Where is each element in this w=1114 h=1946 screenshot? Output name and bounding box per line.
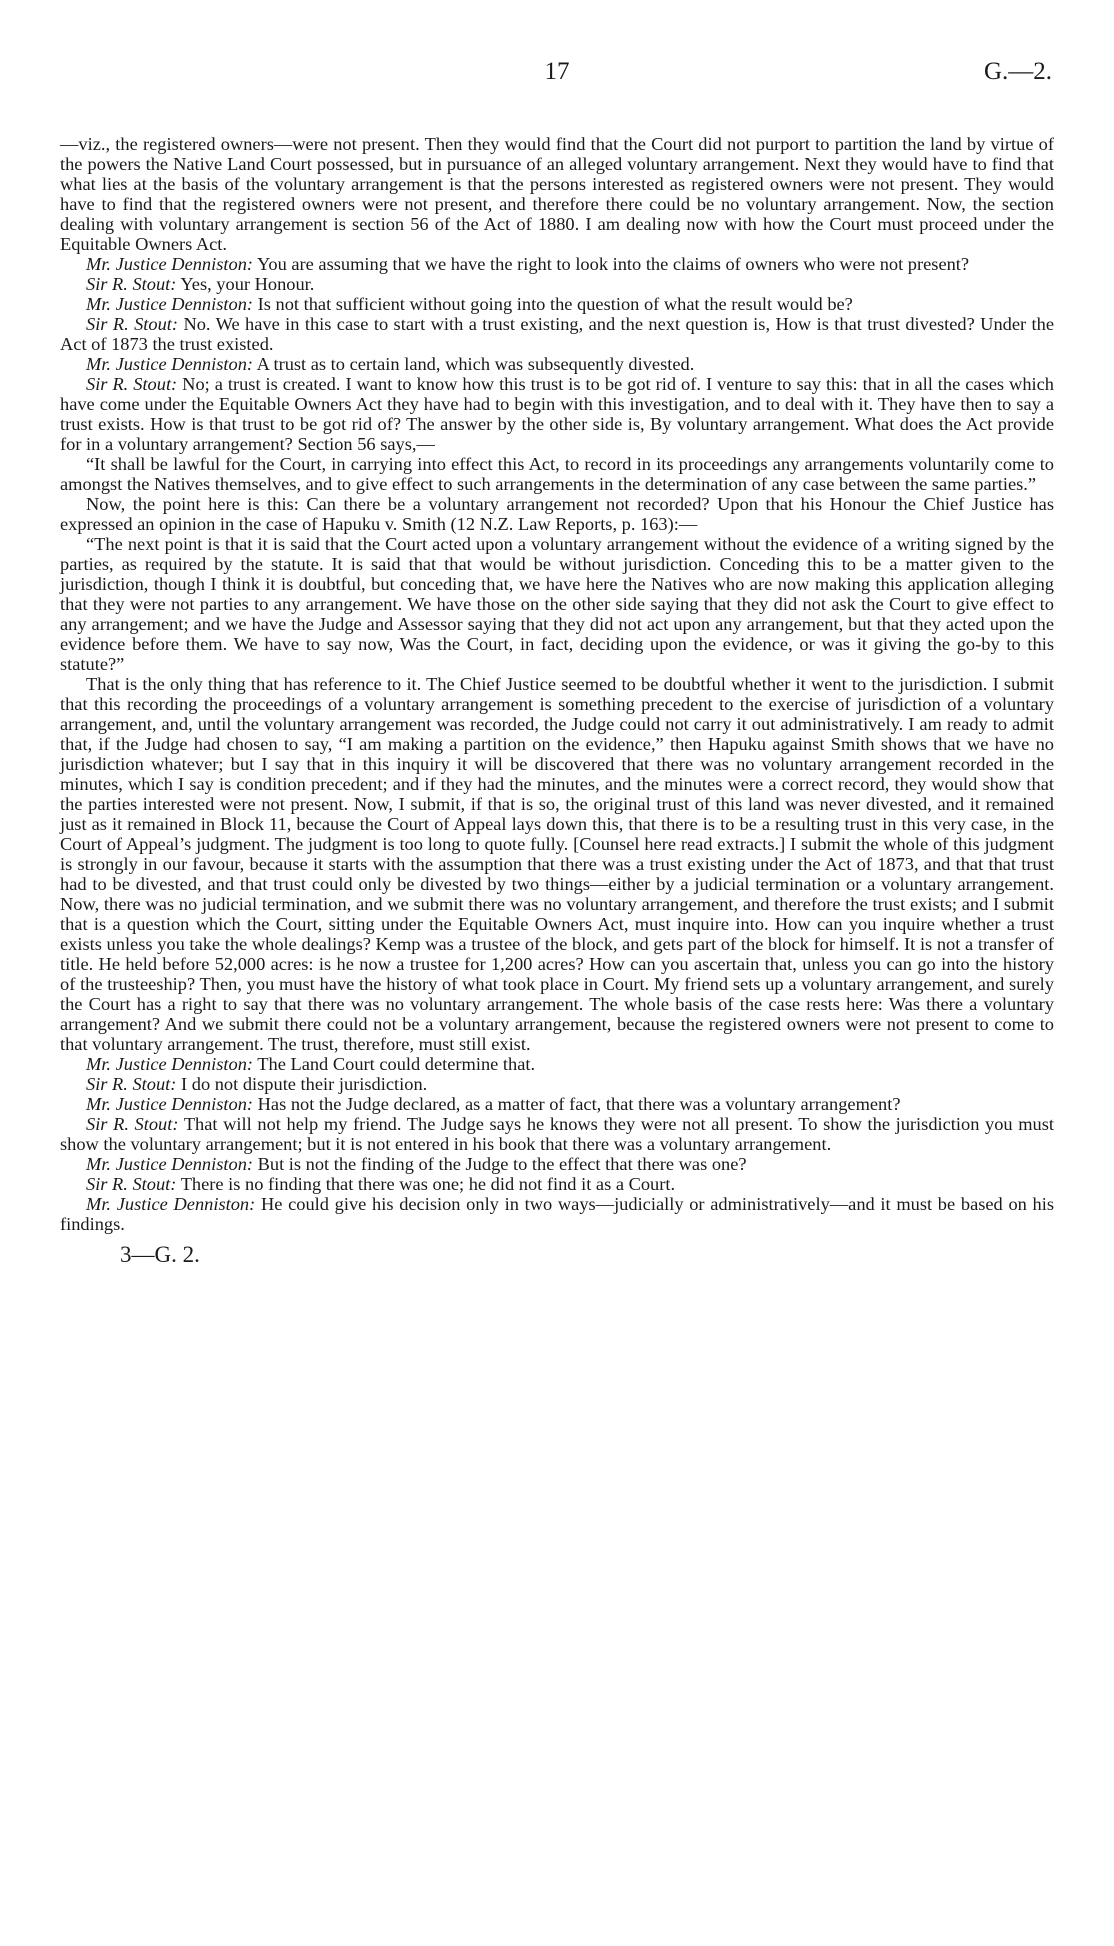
paragraph <box>60 354 1054 374</box>
paragraph <box>60 134 1054 254</box>
paragraph <box>60 1094 1054 1114</box>
paragraph <box>60 254 1054 274</box>
speaker-name: Mr. Justice Denniston: <box>86 1154 254 1174</box>
speaker-name: Sir R. Stout: <box>86 314 179 334</box>
paragraph <box>60 1154 1054 1174</box>
speaker-name: Sir R. Stout: <box>86 1114 179 1134</box>
page-header <box>60 52 1054 92</box>
quoted-paragraph <box>60 534 1054 674</box>
speaker-name: Mr. Justice Denniston: <box>86 1194 256 1214</box>
paragraph <box>60 1074 1054 1094</box>
paragraph-text: No. We have in this case to start with a trust existing, and the next question is, How is that trust divested? Under the Act of 1873 the trust existed. <box>60 314 1054 354</box>
speaker-name: Mr. Justice Denniston: <box>86 1094 254 1114</box>
speaker-name: Sir R. Stout: <box>86 274 177 294</box>
speaker-name: Sir R. Stout: <box>86 374 178 394</box>
paragraph-text: Has not the Judge declared, as a matter of fact, that there was a voluntary arrangement? <box>257 1094 901 1114</box>
paragraph-text: That is the only thing that has reference to it. The Chief Justice seemed to be doubtful whether it went to the jurisdiction. I submit that this recording the proceedings of a voluntary arrangement is something precedent to the exercise of jurisdiction of a voluntary arrangement, and, until the voluntary arrangement was recorded, the Judge could not carry it out administratively. I am ready to admit that, if the Judge had chosen to say, “I am making a partition on the evidence,” then Hapuku against Smith shows that we have no jurisdiction whatever; but I say that in this inquiry it will be discovered that there was no voluntary arrangement recorded in the minutes, which I say is condition precedent; and if they had the minutes, and the minutes were a correct record, they would show that the parties interested were not present. Now, I submit, if that is so, the original trust of this land was never divested, and it remained just as it remained in Block 11, because the Court of Appeal lays down this, that there is to be a resulting trust in this very case, in the Court of Appeal’s judgment. The judgment is too long to quote fully. [Counsel here read extracts.] I submit the whole of this judgment is strongly in our favour, because it starts with the assumption that there was a trust existing under the Act of 1873, and that that trust had to be divested, and that trust could only be divested by two things—either by a judicial termination or a voluntary arrangement. Now, there was no judicial termination, and we submit there was no voluntary arrangement, and therefore the trust exists; and I submit that is a question which the Court, sitting under the Equitable Owners Act, must inquire into. How can you inquire whether a trust exists unless you take the whole dealings? Kemp was a trustee of the block, and gets part of the block for himself. It is not a transfer of title. He held before 52,000 acres: is he now a trustee for 1,200 acres? How can you ascertain that, unless you can go into the history of the trusteeship? Then, you must have the history of what took place in Court. My friend sets up a voluntary arrangement, and surely the Court has a right to say that there was no voluntary arrangement. The whole basis of the case rests here: Was there a voluntary arrangement? And we submit there could not be a voluntary arrangement, because the registered owners were not present to come to that voluntary arrangement. The trust, therefore, must still exist. <box>60 674 1054 1054</box>
paragraph-text: “It shall be lawful for the Court, in carrying into effect this Act, to record in its proceedings any arrangements voluntarily come to amongst the Natives themselves, and to give effect to such arrangements in the determination of any case between the same parties.” <box>60 454 1054 494</box>
paragraph <box>60 314 1054 354</box>
paragraph-text: A trust as to certain land, which was subsequently divested. <box>256 354 695 374</box>
speaker-name: Mr. Justice Denniston: <box>86 254 254 274</box>
paragraph <box>60 274 1054 294</box>
paragraph-text: Yes, your Honour. <box>180 274 315 294</box>
paragraph-text: That will not help my friend. The Judge says he knows they were not all present. To show the jurisdiction you must show the voluntary arrangement; but it is not entered in his book that there was a voluntary arrangement. <box>60 1114 1055 1154</box>
paragraph <box>60 674 1054 1054</box>
speaker-name: Sir R. Stout: <box>86 1074 177 1094</box>
signature-reference: 3—G. 2. <box>120 1242 200 1267</box>
speaker-name: Mr. Justice Denniston: <box>86 354 254 374</box>
paragraph <box>60 494 1054 534</box>
paragraph-text: You are assuming that we have the right to look into the claims of owners who were not present? <box>256 254 970 274</box>
document-body <box>60 134 1054 1234</box>
paragraph <box>60 1114 1054 1154</box>
paragraph <box>60 1054 1054 1074</box>
page-number: 17 <box>544 58 570 85</box>
paragraph-text: Now, the point here is this: Can there be a voluntary arrangement not recorded? Upon that his Honour the Chief Justice has expressed an opinion in the case of Hapuku v. Smith (12 N.Z. Law Reports, p. 163):— <box>60 494 1054 534</box>
paragraph-text: “The next point is that it is said that the Court acted upon a voluntary arrangement without the evidence of a writing signed by the parties, as required by the statute. It is said that that would be without jurisdiction. Conceding this to be a matter given to the jurisdiction, though I think it is doubtful, but conceding that, we have here the Natives who are now making this application alleging that they were not parties to any arrangement. We have those on the other side saying that they did not ask the Court to give effect to any arrangement; and we have the Judge and Assessor saying that they did not act upon any arrangement, but that they acted upon the evidence before them. We have to say now, Was the Court, in fact, deciding upon the evidence, or was it giving the go-by to this statute?” <box>60 534 1054 674</box>
speaker-name: Mr. Justice Denniston: <box>86 294 254 314</box>
paragraph-text: I do not dispute their jurisdiction. <box>181 1074 428 1094</box>
paragraph-text: —viz., the registered owners—were not present. Then they would find that the Court did not purport to partition the land by virtue of the powers the Native Land Court possessed, but in pursuance of an alleged voluntary arrangement. Next they would have to find that what lies at the basis of the voluntary arrangement is that the persons interested as registered owners were not present. They would have to find that the registered owners were not present, and therefore there could be no voluntary arrangement. Now, the section dealing with voluntary arrangement is section 56 of the Act of 1880. I am dealing now with how the Court must proceed under the Equitable Owners Act. <box>60 134 1054 254</box>
paragraph <box>60 294 1054 314</box>
paragraph <box>60 1174 1054 1194</box>
speaker-name: Sir R. Stout: <box>86 1174 177 1194</box>
quoted-paragraph <box>60 454 1054 494</box>
paragraph <box>60 374 1054 454</box>
paragraph-text: No; a trust is created. I want to know how this trust is to be got rid of. I venture to say this: that in all the cases which have come under the Equitable Owners Act they have had to begin with this investigation, and to deal with it. They have then to say a trust exists. How is that trust to be got rid of? The answer by the other side is, By voluntary arrangement. What does the Act provide for in a voluntary arrangement? Section 56 says,— <box>60 374 1054 454</box>
paragraph <box>60 1194 1054 1234</box>
paragraph-text: But is not the finding of the Judge to the effect that there was one? <box>257 1154 747 1174</box>
speaker-name: Mr. Justice Denniston: <box>86 1054 254 1074</box>
paragraph-text: There is no finding that there was one; he did not find it as a Court. <box>180 1174 676 1194</box>
paragraph-text: Is not that sufficient without going into the question of what the result would be? <box>257 294 853 314</box>
paragraph-text: The Land Court could determine that. <box>257 1054 536 1074</box>
document-series-id: G.—2. <box>983 58 1052 85</box>
paragraph-text: He could give his decision only in two ways—judicially or administratively—and it must be based on his findings. <box>60 1194 1055 1234</box>
